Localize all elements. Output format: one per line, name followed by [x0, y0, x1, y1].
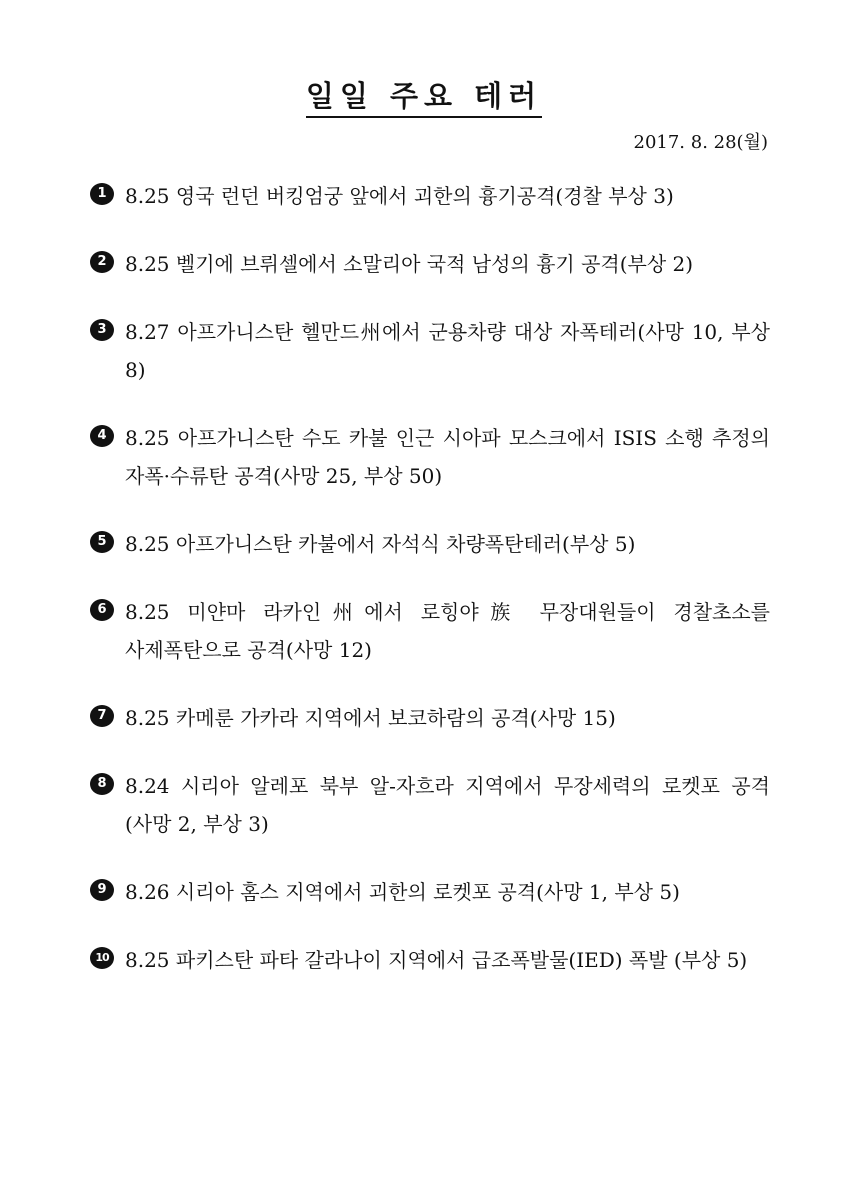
item-text: 8.25 아프가니스탄 수도 카불 인근 시아파 모스크에서 ISIS 소행 추정의 자폭·수류탄 공격(사망 25, 부상 50) [125, 426, 770, 488]
list-item [90, 941, 770, 979]
list-item [90, 313, 770, 389]
item-text: 8.24 시리아 알레포 북부 알-자흐라 지역에서 무장세력의 로켓포 공격(사망 2, 부상 3) [125, 774, 770, 836]
list-item [90, 419, 770, 495]
list-item [90, 873, 770, 911]
document-title: 일일 주요 테러 [0, 74, 848, 115]
item-number-badge: 7 [90, 705, 114, 727]
list-item [90, 699, 770, 737]
item-text: 8.25 아프가니스탄 카불에서 자석식 차량폭탄테러(부상 5) [125, 532, 636, 556]
item-number-badge: 9 [90, 879, 114, 901]
item-number-badge: 2 [90, 251, 114, 273]
item-number-badge: 4 [90, 425, 114, 447]
list-item [90, 177, 770, 215]
list-item [90, 593, 770, 669]
item-text: 8.27 아프가니스탄 헬만드州에서 군용차량 대상 자폭테러(사망 10, 부상 8) [125, 320, 770, 382]
item-text: 8.25 카메룬 가카라 지역에서 보코하람의 공격(사망 15) [125, 706, 616, 730]
item-number-badge: 6 [90, 599, 114, 621]
item-number-badge: 3 [90, 319, 114, 341]
item-text: 8.26 시리아 홈스 지역에서 괴한의 로켓포 공격(사망 1, 부상 5) [125, 880, 680, 904]
item-text: 8.25 미얀마 라카인州에서 로힝야族 무장대원들이 경찰초소를 사제폭탄으로 공격(사망 12) [125, 600, 770, 662]
item-text: 8.25 파키스탄 파타 갈라나이 지역에서 급조폭발물(IED) 폭발 (부상 5) [125, 948, 748, 972]
item-number-badge: 10 [90, 947, 114, 969]
item-number-badge: 5 [90, 531, 114, 553]
item-number-badge: 8 [90, 773, 114, 795]
item-text: 8.25 벨기에 브뤼셀에서 소말리아 국적 남성의 흉기 공격(부상 2) [125, 252, 694, 276]
item-number-badge: 1 [90, 183, 114, 205]
list-item [90, 767, 770, 843]
item-text: 8.25 영국 런던 버킹엄궁 앞에서 괴한의 흉기공격(경찰 부상 3) [125, 184, 674, 208]
incident-list [90, 177, 770, 979]
list-item [90, 245, 770, 283]
list-item [90, 525, 770, 563]
document-date: 2017. 8. 28(월) [633, 132, 768, 153]
